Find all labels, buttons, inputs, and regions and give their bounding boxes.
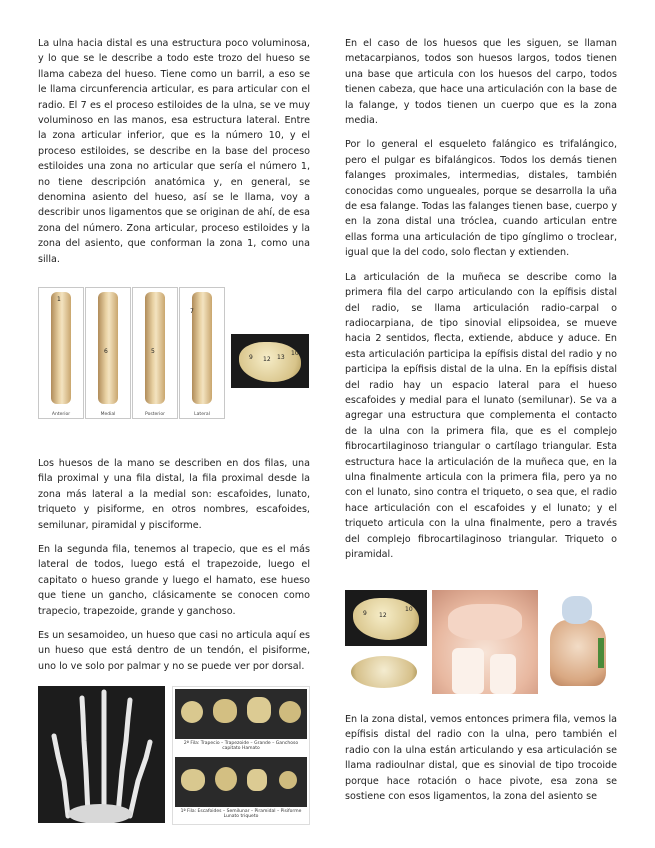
view-label-lateral: Lateral [194, 412, 210, 417]
proximal-row-photo [175, 757, 307, 807]
ulna-medial-view [85, 287, 131, 419]
carpal-bones-panel [172, 686, 310, 825]
ulna-posterior-view [132, 287, 178, 419]
distal-row-caption: 2ª Fila: Trapecio – Trapezoide – Grande – Ganchoso capitato Hamato [183, 741, 299, 751]
view-label-medial: Medial [100, 412, 116, 417]
wrist-xray-image [432, 590, 538, 694]
right-column-continued [345, 712, 617, 813]
hand-skeleton-image [38, 686, 165, 823]
bone-number-label: 9 [249, 354, 253, 361]
bone-number-label: 5 [151, 348, 155, 355]
bone-number-label: 13 [277, 354, 285, 361]
proximal-row-caption: 1ª Fila: Escafoides – Semilunar – Piramidal – Pisiforme Lunato triqueto [180, 809, 302, 819]
ulna-head-image [231, 334, 309, 388]
hand-skeleton-drawing [38, 686, 165, 823]
ulna-lateral-view [179, 287, 225, 419]
paragraph: En la zona distal, vemos entonces primera fila, vemos la epífisis distal del radio con la ulna, pero también el radio con la ulna están articulando y esa articulación se llama radioulnar distal, que es sinovial de tipo trocoide porque hace rotación o hace pivote, esa zona se sostiene con esos ligamentos, la zona del asiento se [345, 714, 617, 803]
paragraph: La ulna hacia distal es una estructura poco voluminosa, y lo que se le describe a todo este trozo del hueso se llama cabeza del hueso. Tiene como un barril, a eso se le llama circunferencia articular, es para articular con el radio. El 7 es el proceso estiloides de la ulna, se ve muy voluminoso en las manos, esa estructura lateral. Entre la zona articular inferior, que es la número 10, y el proceso estiloides, se describe en la base del proceso estiloides una zona no articular que sería el número 1, no tiene descripción anatómica y, en general, se denomina asiento del hueso, así se le llama, voy a describir unos ligamentos que se originan de ahí, de esa zona del número. Zona articular, proceso estiloides y la zona del asiento, que conforman la zona 1, como una silla. [38, 38, 310, 265]
paragraph: Los huesos de la mano se describen en dos filas, una fila proximal y una fila distal, la fila proximal desde la zona más lateral a la medial son: escafoides, lunato, triqueto y pisiforme, en otros nombres, escafoides, semilunar, piramidal y pisciforme. [38, 458, 310, 531]
ulna-figure [38, 287, 224, 417]
bone-number-label: 1 [57, 296, 61, 303]
paragraph: Por lo general el esqueleto falángico es trifalángico, pero el pulgar es bifalángicos. Todos los demás tienen falanges proximales, intermedias, distales, también conocidas como ungueales, porque se desarrolla la uña de esa falange. Todas las falanges tienen base, cuerpo y en la zona distal una tróclea, cuando articulan entre ellas forma una articulación de tipo gínglimo o troclear, igual que la del codo, solo flectan y extienden. [345, 139, 617, 259]
bone-underside-image [345, 650, 427, 694]
paragraph: En el caso de los huesos que les siguen, se llaman metacarpianos, todos son huesos largos, todos tienen una base que articula con los huesos del carpo, todos tienen cabeza, que hace una articulación con la base de la falange, y todos tienen un cuerpo que es la zona media. [345, 38, 617, 127]
bone-number-label: 10 [291, 350, 299, 357]
bone-number-label: 10 [405, 606, 413, 613]
left-column [38, 36, 310, 276]
bone-number-label: 6 [104, 348, 108, 355]
view-label-anterior: Anterior [51, 412, 71, 417]
bone-number-label: 9 [363, 610, 367, 617]
bone-number-label: 12 [379, 612, 387, 619]
left-column-continued [38, 456, 310, 683]
wrist-anatomy-illustration [540, 590, 616, 694]
right-column [345, 36, 617, 571]
bone-number-label: 12 [263, 356, 271, 363]
ulna-anterior-view [38, 287, 84, 419]
paragraph: Es un sesamoideo, un hueso que casi no articula aquí es un hueso que está dentro de un tendón, el pisiforme, uno lo ve solo por palmar y no se puede ver por dorsal. [38, 630, 310, 672]
ulna-head-image-small [345, 590, 427, 646]
paragraph: La articulación de la muñeca se describe como la primera fila del carpo articulando con la epífisis distal del radio, se llama articulación radio-carpal o radiocarpiana, de tipo sinovial elipsoidea, se mueve hacia 2 sentidos, flecta, extiende, abduce y aduce. En esta articulación participa la epífisis distal del radio y no participa la epífisis distal de la ulna. En la epífisis distal del radio hay un espacio lateral para el hueso escafoides y medial para el lunato (semilunar). Se va a agregar una estructura que complementa el contacto de la ulna con la primera fila, que es el complejo fibrocartilaginoso triangular o cartílago triangular. Esta estructura hace la articulación de la muñeca que, en la ulna finalmente articula con la primera fila, pero ya no con el lunato, sino contra el triqueto, o sea que, el radio hace articulación con el escafoides y el lunato; y el triqueto articula con la ulna finalmente, pero a través del complejo fibrocartilaginoso triangular. Triqueto o piramidal. [345, 271, 617, 560]
bone-number-label: 7 [190, 308, 194, 315]
view-label-posterior: Posterior [145, 412, 165, 417]
paragraph: En la segunda fila, tenemos al trapecio, que es el más lateral de todos, luego está el trapezoide, luego el capitato o hueso grande y luego el hamato, ese hueso que tiene un gancho, clásicamente se conocen como trapecio, trapezoide, grande y ganchoso. [38, 544, 310, 617]
distal-row-photo [175, 689, 307, 739]
